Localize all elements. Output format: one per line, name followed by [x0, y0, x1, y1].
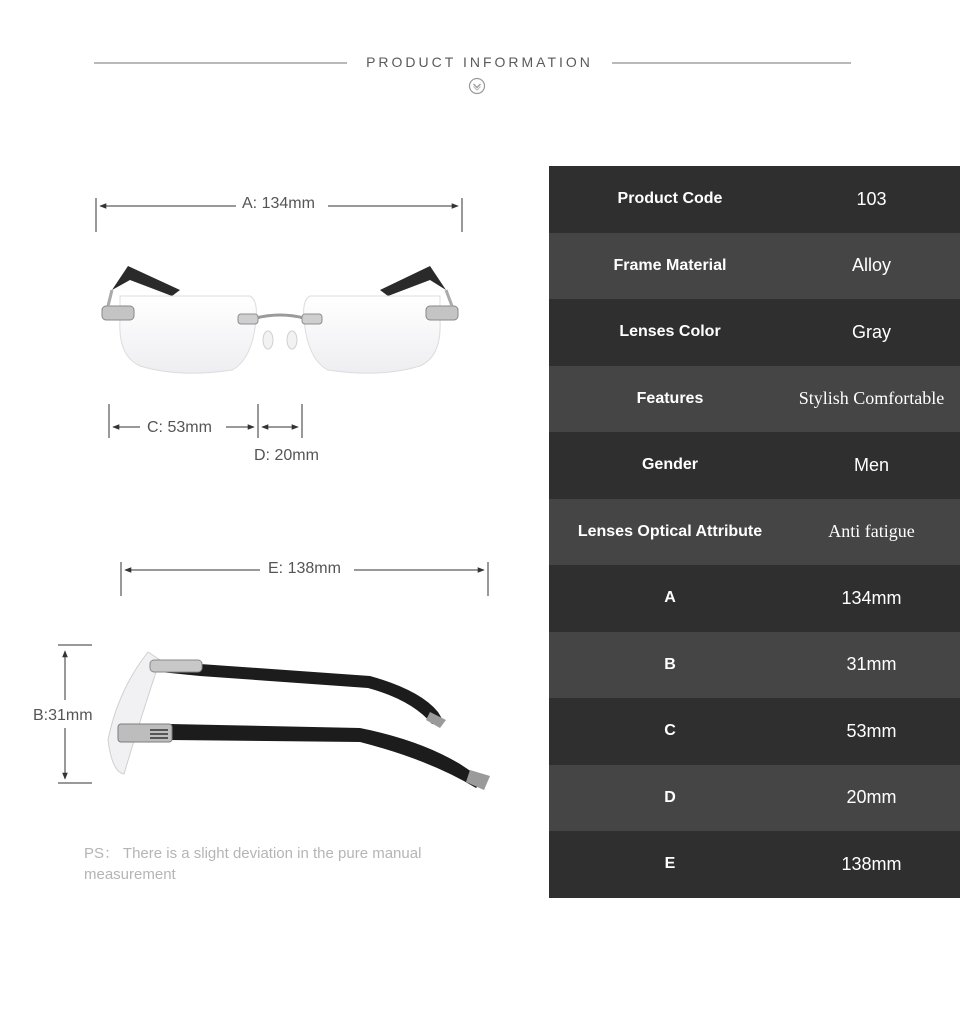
dimension-c-label: [143, 419, 216, 437]
dimension-e-value: 138mm: [287, 560, 341, 577]
spec-row-frame-material: [549, 233, 960, 300]
spec-value: 31mm: [846, 654, 897, 675]
dimension-d-line: [262, 404, 302, 438]
measurement-note: PS： There is a slight deviation in the pure manual measurement: [84, 845, 422, 883]
spec-row-b: [549, 632, 960, 699]
spec-label: C: [664, 722, 676, 740]
spec-row-a: [549, 565, 960, 632]
spec-row-d: [549, 765, 960, 832]
spec-row-e: [549, 831, 960, 898]
dimension-d-value: 20mm: [274, 447, 319, 464]
dimension-d-letter: D:: [254, 447, 270, 464]
glasses-front-view: [102, 266, 458, 373]
dimension-c-letter: C:: [147, 419, 163, 436]
spec-row-c: [549, 698, 960, 765]
spec-value: Stylish Comfortable: [798, 388, 945, 409]
dimension-b-value: 31mm: [48, 707, 93, 724]
spec-label: Gender: [641, 456, 698, 474]
dimension-a-value: 134mm: [261, 195, 315, 212]
spec-value: 103: [856, 188, 887, 209]
spec-value: 134mm: [841, 587, 902, 608]
spec-value: 53mm: [846, 720, 897, 741]
spec-label: Lenses Optical Attribute: [577, 522, 763, 540]
spec-label: E: [664, 855, 676, 873]
section-title: PRODUCT INFORMATION: [366, 54, 593, 70]
header-rule-right: [612, 62, 851, 64]
spec-value: 20mm: [846, 787, 897, 808]
spec-label: Product Code: [617, 190, 723, 208]
spec-value: 138mm: [841, 853, 902, 874]
spec-table: [549, 166, 960, 898]
glasses-side-view: [108, 652, 490, 790]
dimension-c-value: 53mm: [167, 419, 212, 436]
dimension-e-label: [264, 560, 345, 578]
spec-value: Gray: [851, 321, 891, 342]
dimension-b-letter: B:: [33, 707, 49, 724]
spec-label: D: [664, 788, 676, 806]
dimension-b-label: [29, 707, 97, 725]
dimension-d-label: [250, 447, 323, 465]
spec-row-product-code: [549, 166, 960, 233]
dimension-e-letter: E:: [268, 560, 284, 577]
spec-row-lenses-color: [549, 299, 960, 366]
spec-label: B: [664, 655, 676, 673]
spec-label: A: [664, 589, 676, 607]
spec-label: Lenses Color: [619, 323, 721, 341]
spec-row-optical-attribute: [549, 499, 960, 566]
spec-label: Frame Material: [613, 256, 727, 274]
spec-label: Features: [636, 389, 704, 407]
spec-value: Men: [853, 454, 889, 475]
spec-value: Alloy: [851, 255, 891, 276]
spec-row-gender: [549, 432, 960, 499]
spec-value: Anti fatigue: [828, 521, 915, 542]
dimension-a-label: [238, 195, 319, 213]
spec-row-features: [549, 366, 960, 433]
dimension-a-letter: A:: [242, 195, 258, 212]
